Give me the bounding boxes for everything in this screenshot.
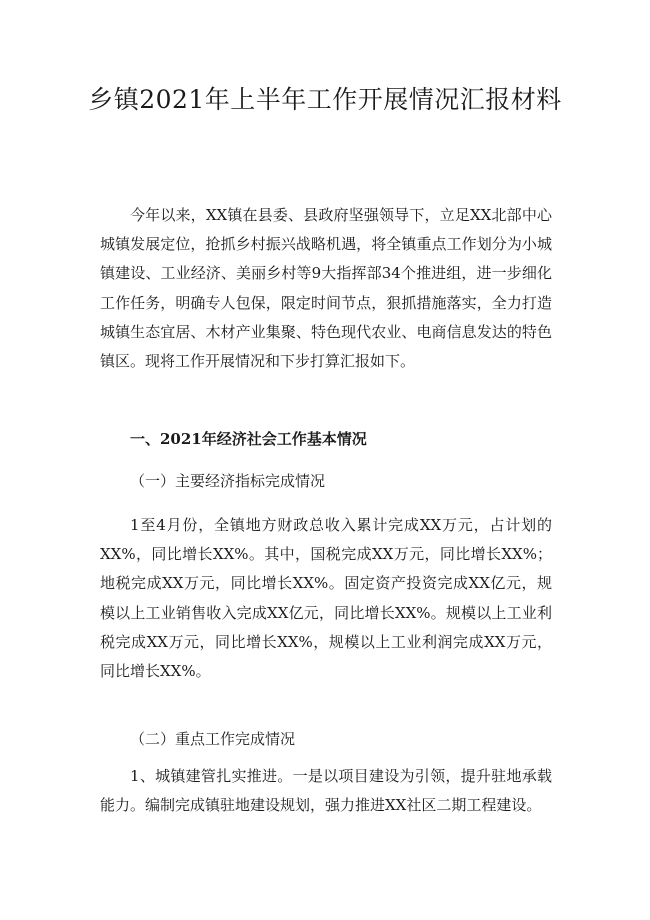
economic-indicators-paragraph: 1至4月份，全镇地方财政总收入累计完成XX万元，占计划的XX%，同比增长XX%。其中，国税完成XX万元，同比增长XX%；地税完成XX万元，同比增长XX%。固定资产投资完成XX亿元，规模以上工业销售收入完成XX亿元，同比增长XX%。规模以上工业利税完成XX万元，同比增长XX%，规模以上工业利润完成XX万元，同比增长XX%。 <box>100 516 552 681</box>
subsection-heading-2: （二）重点工作完成情况 <box>130 730 296 748</box>
document-title: 乡镇2021年上半年工作开展情况汇报材料 <box>88 85 562 114</box>
intro-paragraph: 今年以来，XX镇在县委、县政府坚强领导下，立足XX北部中心城镇发展定位，抢抓乡村振兴战略机遇，将全镇重点工作划分为小城镇建设、工业经济、美丽乡村等9大指挥部34个推进组，进一步细化工作任务，明确专人包保，限定时间节点，狠抓措施落实，全力打造城镇生态宜居、木材产业集聚、特色现代农业、电商信息发达的特色镇区。现将工作开展情况和下步打算汇报如下。 <box>100 206 552 371</box>
section-heading-1: 一、2021年经济社会工作基本情况 <box>130 430 367 448</box>
subsection-heading-1: （一）主要经济指标完成情况 <box>130 472 326 490</box>
key-work-paragraph: 1、城镇建管扎实推进。一是以项目建设为引领，提升驻地承载能力。编制完成镇驻地建设规划，强力推进XX社区二期工程建设。 <box>100 767 552 815</box>
